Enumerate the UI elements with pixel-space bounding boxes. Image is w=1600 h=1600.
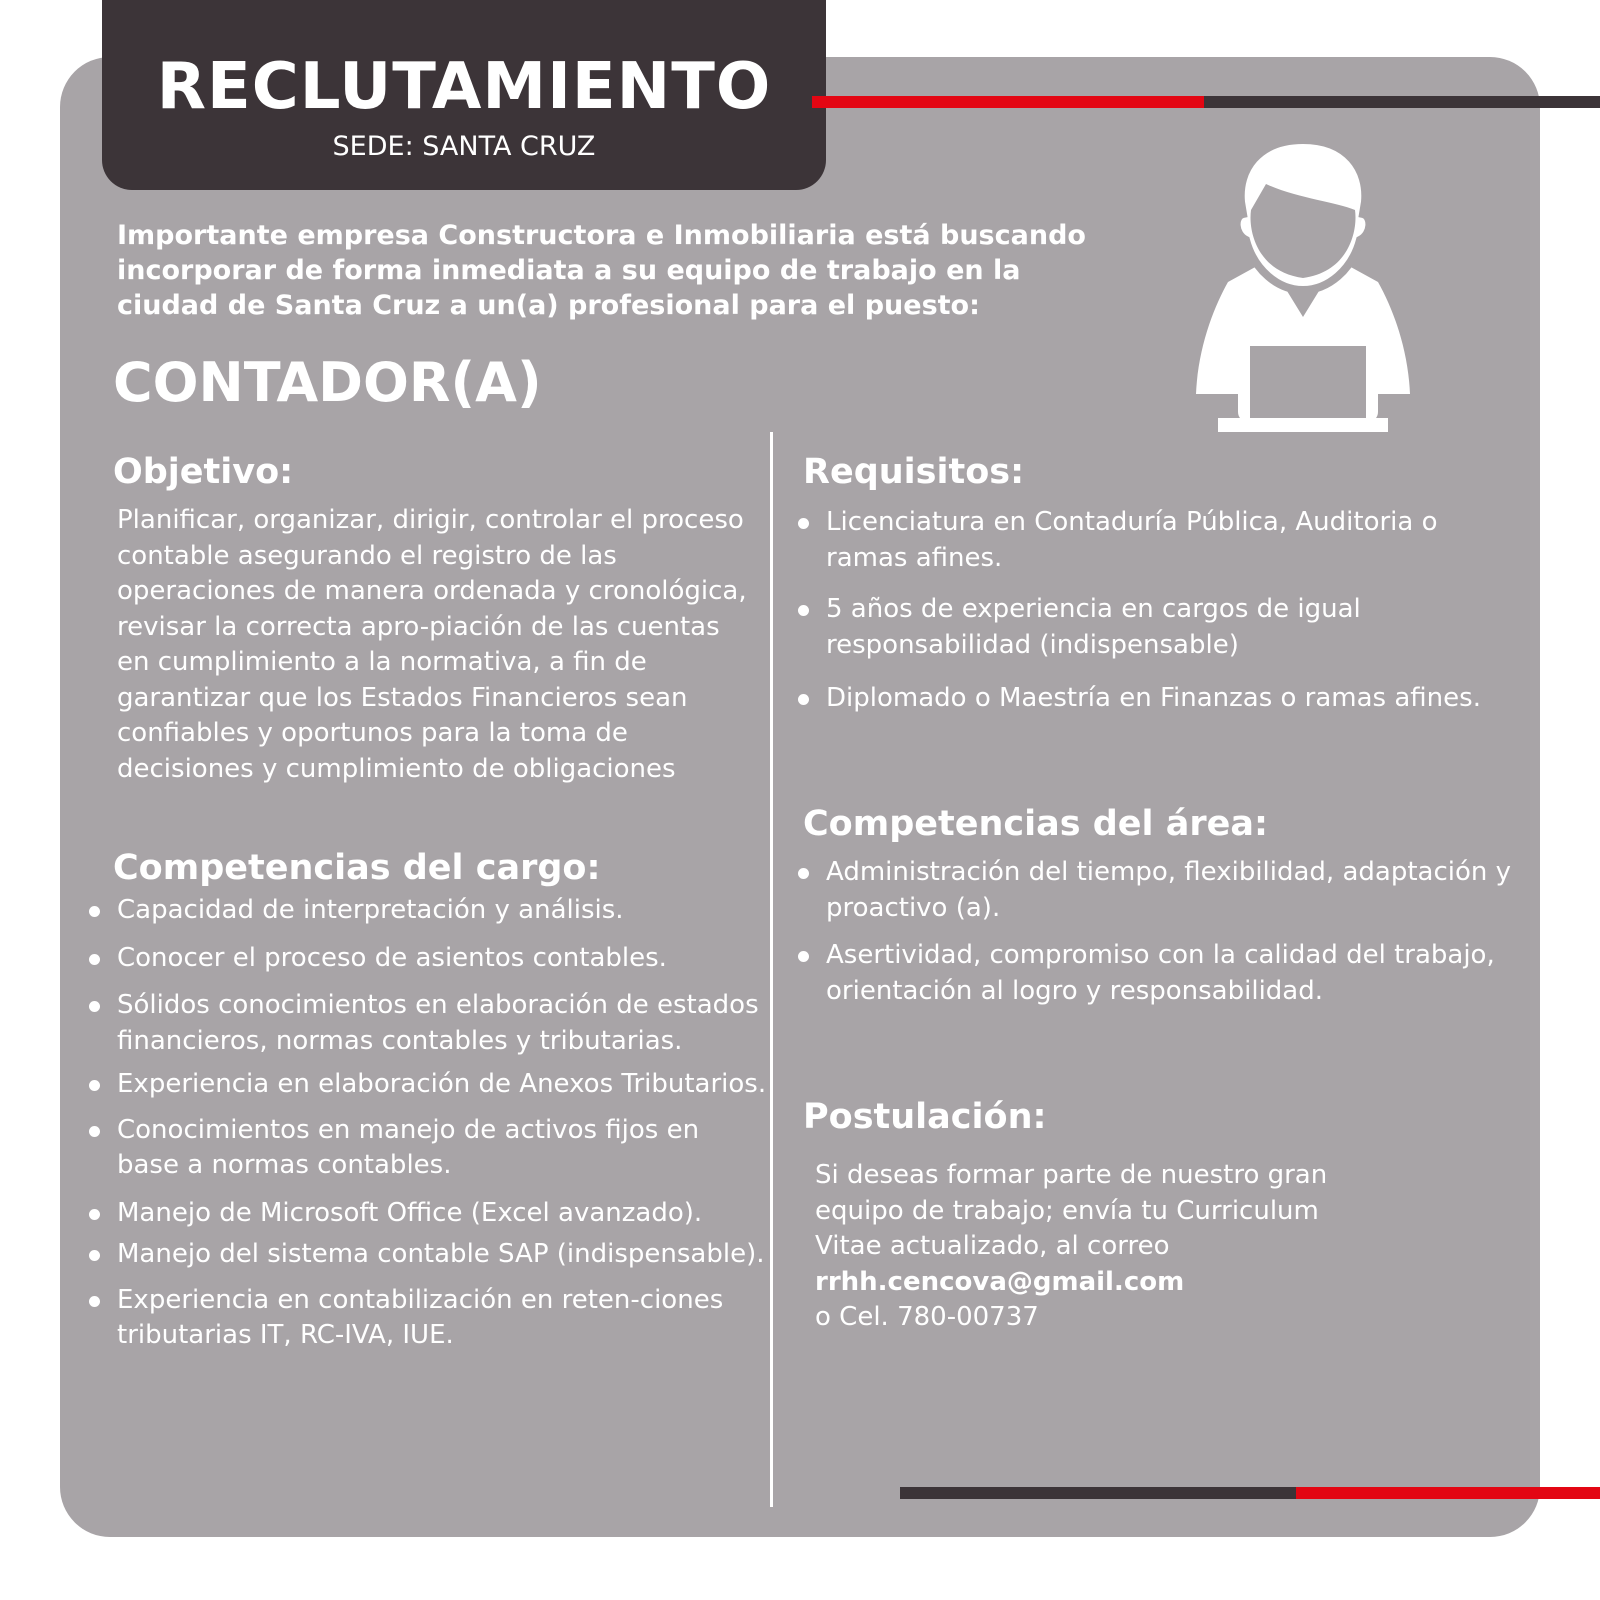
requisitos-list — [798, 505, 1518, 717]
competencias-cargo-heading: Competencias del cargo: — [113, 848, 601, 888]
list-item: Conocimientos en manejo de activos fijos en base a normas contables. — [89, 1113, 769, 1184]
contact-email[interactable]: rrhh.cencova@gmail.com — [815, 1266, 1185, 1297]
contact-phone: o Cel. 780-00737 — [815, 1302, 1039, 1332]
competencias-area-list — [798, 855, 1538, 1009]
competencias-area-heading: Competencias del área: — [803, 804, 1268, 844]
person-at-laptop-icon — [1186, 132, 1420, 438]
list-item: Capacidad de interpretación y análisis. — [89, 893, 769, 929]
postulacion-text — [815, 1158, 1335, 1336]
objetivo-heading: Objetivo: — [113, 452, 294, 492]
banner-subtitle: SEDE: SANTA CRUZ — [332, 131, 596, 162]
column-divider — [770, 432, 773, 1507]
accent-line-top-dark — [1204, 96, 1600, 108]
list-item: Diplomado o Maestría en Finanzas o ramas afines. — [798, 681, 1518, 717]
accent-line-top-red — [812, 96, 1204, 108]
list-item: Experiencia en contabilización en reten-ciones tributarias IT, RC-IVA, IUE. — [89, 1283, 769, 1354]
list-item: Experiencia en elaboración de Anexos Tributarios. — [89, 1067, 769, 1103]
intro-text: Importante empresa Constructora e Inmobiliaria está buscando incorporar de forma inmediata a su equipo de trabajo en la ciudad de Santa Cruz a un(a) profesional para el puesto: — [117, 220, 1086, 321]
header-banner — [102, 0, 826, 190]
list-item: Asertividad, compromiso con la calidad del trabajo, orientación al logro y responsabilidad. — [798, 938, 1538, 1009]
list-item: Manejo del sistema contable SAP (indispensable). — [89, 1237, 769, 1273]
list-item: Manejo de Microsoft Office (Excel avanzado). — [89, 1196, 769, 1232]
list-item: Conocer el proceso de asientos contables. — [89, 941, 769, 977]
postulacion-heading: Postulación: — [803, 1097, 1047, 1137]
objetivo-text: Planificar, organizar, dirigir, controlar el proceso contable asegurando el registro de las operaciones de manera ordenada y cronológica, revisar la correcta apro-piación de las cuentas en cumplimiento a la normativa, a fin de garantizar que los Estados Financieros sean confiables y oportunos para la toma de decisiones y cumplimiento de obligaciones — [117, 505, 747, 784]
accent-line-bottom-red — [1296, 1487, 1600, 1499]
accent-line-bottom-dark — [900, 1487, 1296, 1499]
postulacion-message: Si deseas formar parte de nuestro gran equipo de trabajo; envía tu Curriculum Vitae actualizado, al correo — [815, 1160, 1328, 1261]
list-item: Sólidos conocimientos en elaboración de estados financieros, normas contables y tributarias. — [89, 988, 769, 1059]
position-title: CONTADOR(A) — [113, 351, 542, 414]
list-item: 5 años de experiencia en cargos de igual responsabilidad (indispensable) — [798, 592, 1518, 663]
requisitos-heading: Requisitos: — [803, 452, 1025, 492]
banner-title: RECLUTAMIENTO — [156, 50, 772, 124]
competencias-cargo-list — [89, 893, 769, 1354]
list-item: Administración del tiempo, flexibilidad, adaptación y proactivo (a). — [798, 855, 1538, 926]
list-item: Licenciatura en Contaduría Pública, Auditoria o ramas afines. — [798, 505, 1518, 576]
